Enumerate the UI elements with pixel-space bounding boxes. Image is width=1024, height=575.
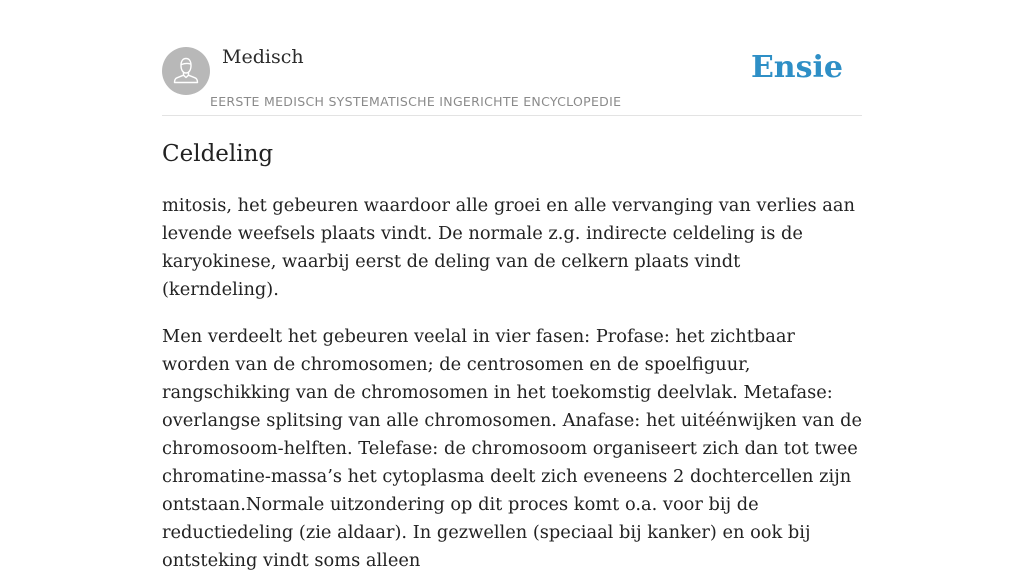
site-header bbox=[162, 0, 862, 116]
ensie-logo-link[interactable]: Ensie bbox=[750, 50, 843, 85]
avatar[interactable] bbox=[162, 47, 210, 95]
site-subtitle: EERSTE MEDISCH SYSTEMATISCHE INGERICHTE ENCYCLOPEDIE bbox=[210, 94, 622, 109]
article bbox=[162, 138, 862, 575]
article-paragraph: mitosis, het gebeuren waardoor alle groei en alle vervanging van verlies aan levende weefsels plaats vindt. De normale z.g. indirecte celdeling is de karyokinese, waarbij eerst de deling van de celkern plaats vindt (kerndeling). bbox=[162, 195, 855, 300]
user-silhouette-icon bbox=[162, 47, 210, 95]
article-paragraph: Men verdeelt het gebeuren veelal in vier fasen: Profase: het zichtbaar worden van de chromosomen; de centrosomen en de spoelfiguur, rangschikking van de chromosomen in het toekomstig deelvlak. Metafase: overlangse splitsing van alle chromosomen. Anafase: het uitéénwijken van de chromosoom-helften. Telefase: de chromosoom organiseert zich dan tot twee chromatine-massa’s het cytoplasma deelt zich eveneens 2 dochtercellen zijn ontstaan.Normale uitzondering op dit proces komt o.a. voor bij de reductiedeling (zie aldaar). In gezwellen (speciaal bij kanker) en ook bij ontsteking vindt soms alleen bbox=[162, 326, 862, 571]
article-title: Celdeling bbox=[162, 141, 274, 167]
site-name-link[interactable]: Medisch bbox=[222, 46, 304, 68]
